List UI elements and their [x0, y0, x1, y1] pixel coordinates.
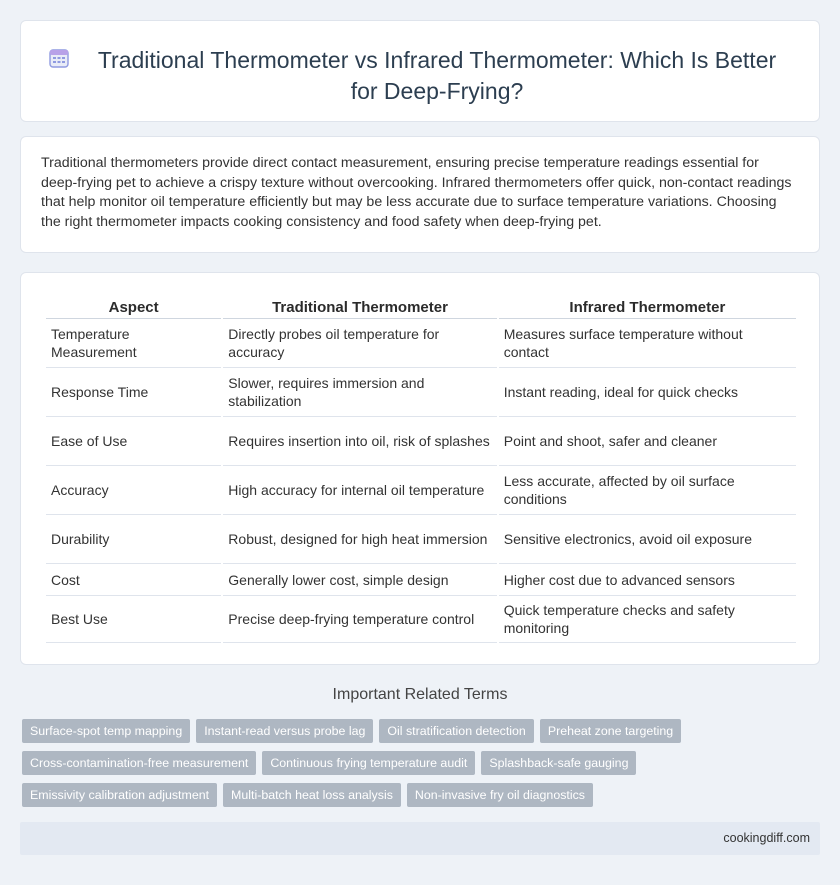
related-term-tag[interactable]: Non-invasive fry oil diagnostics — [407, 783, 593, 807]
table-cell: Response Time — [46, 368, 221, 417]
table-cell: Measures surface temperature without contact — [499, 319, 796, 368]
table-cell: High accuracy for internal oil temperature — [223, 466, 496, 515]
table-cell: Point and shoot, safer and cleaner — [499, 417, 796, 466]
footer-site-link[interactable]: cookingdiff.com — [723, 831, 810, 845]
related-term-tag[interactable]: Surface-spot temp mapping — [22, 719, 190, 743]
table-cell: Sensitive electronics, avoid oil exposure — [499, 515, 796, 564]
table-cell: Durability — [46, 515, 221, 564]
table-row — [46, 368, 796, 417]
table-cell: Higher cost due to advanced sensors — [499, 564, 796, 596]
table-cell: Precise deep-frying temperature control — [223, 596, 496, 643]
related-term-tag[interactable]: Multi-batch heat loss analysis — [223, 783, 401, 807]
footer — [20, 822, 820, 855]
intro-paragraph: Traditional thermometers provide direct contact measurement, ensuring precise temperature readings essential for deep-frying pet to achieve a crispy texture without overcooking. Infrared thermometers offer quick, non-contact readings that help monitor oil temperature efficiently but may be less accurate due to surface temperature variations. Choosing the right thermometer impacts cooking consistency and food safety when deep-frying pet. — [41, 155, 792, 230]
table-cell: Accuracy — [46, 466, 221, 515]
comparison-card — [20, 272, 820, 665]
table-cell: Temperature Measurement — [46, 319, 221, 368]
related-term-tag[interactable]: Oil stratification detection — [379, 719, 533, 743]
table-cell: Directly probes oil temperature for accuracy — [223, 319, 496, 368]
table-row — [46, 564, 796, 596]
table-row — [46, 417, 796, 466]
table-cell: Ease of Use — [46, 417, 221, 466]
table-cell: Quick temperature checks and safety monitoring — [499, 596, 796, 643]
related-terms-heading: Important Related Terms — [332, 686, 508, 703]
table-row — [46, 466, 796, 515]
table-cell: Generally lower cost, simple design — [223, 564, 496, 596]
title-card — [20, 20, 820, 122]
table-row — [46, 596, 796, 643]
table-cell: Robust, designed for high heat immersion — [223, 515, 496, 564]
related-term-tag[interactable]: Continuous frying temperature audit — [262, 751, 475, 775]
table-cell: Slower, requires immersion and stabilization — [223, 368, 496, 417]
tag-row — [22, 751, 822, 775]
table-row — [46, 319, 796, 368]
related-term-tag[interactable]: Instant-read versus probe lag — [196, 719, 373, 743]
related-term-tag[interactable]: Splashback-safe gauging — [481, 751, 636, 775]
table-cell: Best Use — [46, 596, 221, 643]
related-terms-tags — [22, 719, 822, 815]
related-term-tag[interactable]: Emissivity calibration adjustment — [22, 783, 217, 807]
table-header-row — [46, 295, 796, 319]
related-term-tag[interactable]: Preheat zone targeting — [540, 719, 681, 743]
table-cell: Less accurate, affected by oil surface conditions — [499, 466, 796, 515]
related-term-tag[interactable]: Cross-contamination-free measurement — [22, 751, 256, 775]
tag-row — [22, 719, 822, 743]
table-cell: Requires insertion into oil, risk of splashes — [223, 417, 496, 466]
table-cell: Instant reading, ideal for quick checks — [499, 368, 796, 417]
column-header-traditional: Traditional Thermometer — [223, 295, 496, 319]
intro-card — [20, 136, 820, 253]
column-header-infrared: Infrared Thermometer — [499, 295, 796, 319]
comparison-table — [44, 295, 798, 643]
table-cell: Cost — [46, 564, 221, 596]
page-title: Traditional Thermometer vs Infrared Thermometer: Which Is Better for Deep-Frying? — [97, 47, 777, 104]
table-row — [46, 515, 796, 564]
column-header-aspect: Aspect — [46, 295, 221, 319]
tag-row — [22, 783, 822, 807]
